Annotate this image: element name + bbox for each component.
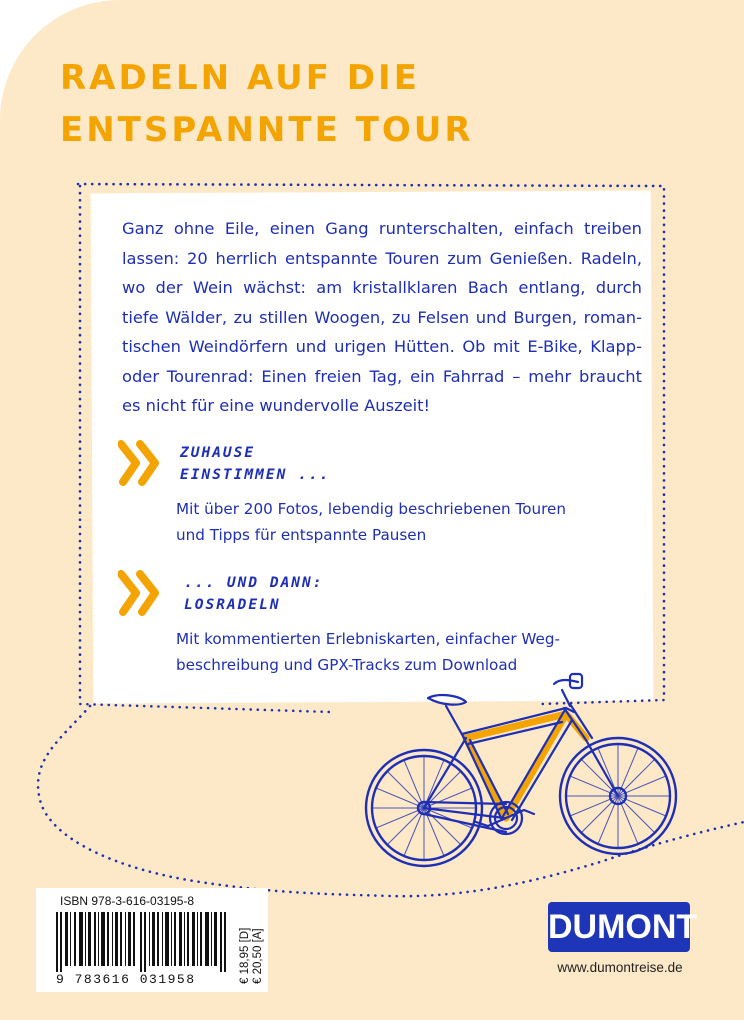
feature-text-line: und Tipps für entspannte Pausen [176,526,427,544]
feature-heading-line: ZUHAUSE [180,445,256,461]
double-chevron-icon [118,440,162,486]
feature-2-heading [184,572,324,616]
isbn-barcode-block [36,888,268,992]
title-line-1: RADELN AUF DIE [60,58,420,98]
price-austria: € 20,50 [A] [252,928,264,984]
intro-line: oder Tourenrad: Einen freien Tag, ein Fahrrad – mehr braucht [122,366,642,386]
feature-heading-line: LOSRADELN [184,597,281,613]
intro-paragraph [122,214,642,421]
intro-line: tiefe Wälder, zu stillen Woogen, zu Felsen und Burgen, roman- [122,307,642,327]
feature-heading-line: EINSTIMMEN ... [180,467,331,483]
feature-text-line: beschreibung und GPX-Tracks zum Download [176,656,518,674]
feature-1-text [176,496,616,548]
publisher-website: www.dumontreise.de [557,960,683,975]
intro-line: es nicht für eine wundervolle Auszeit! [122,396,431,415]
isbn-number: ISBN 978-3-616-03195-8 [60,894,195,908]
price-block [239,898,263,986]
double-chevron-icon [118,570,162,616]
feature-text-line: Mit kommentierten Erlebniskarten, einfacher Weg- [176,630,561,648]
intro-line: tischen Weindörfern und urigen Hütten. Ob mit E-Bike, Klapp- [122,337,642,356]
feature-text-line: Mit über 200 Fotos, lebendig beschriebenen Touren [176,500,566,518]
feature-heading-line: ... UND DANN: [184,575,324,591]
intro-line: Ganz ohne Eile, einen Gang runterschalten, einfach treiben [122,219,642,238]
barcode [56,912,232,972]
title-line-2: ENTSPANNTE TOUR [60,110,474,150]
intro-line: lassen: 20 herrlich entspannte Touren zum Genießen. Radeln, [122,248,642,268]
intro-line: wo der Wein wächst: am kristallklaren Bach entlang, durch [122,278,642,297]
feature-1-heading [180,442,330,486]
publisher-logo: DUMONT [548,902,690,952]
barcode-digits: 9 783616 031958 [56,972,196,987]
price-germany: € 18,95 [D] [239,927,251,984]
bicycle-illustration [356,668,682,868]
cover-title [60,52,700,156]
